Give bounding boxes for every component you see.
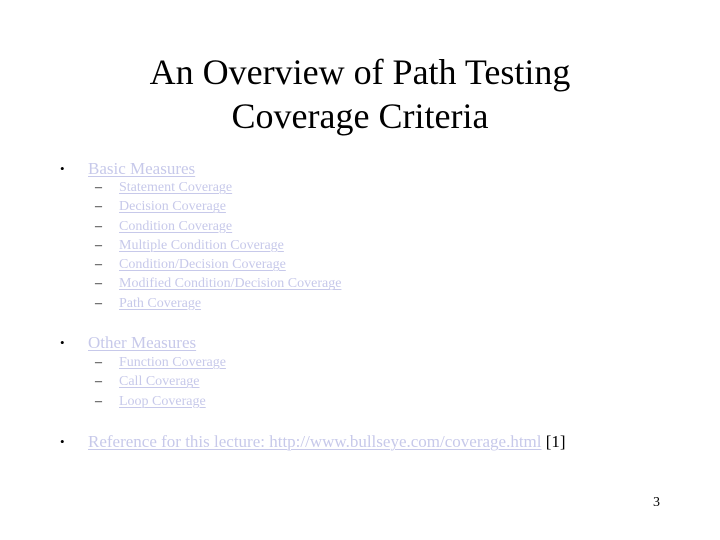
slide-title-line-2: Coverage Criteria bbox=[231, 96, 489, 136]
dash-marker: – bbox=[95, 237, 102, 253]
basic-measures-link[interactable]: Basic Measures bbox=[88, 159, 196, 178]
slide-title bbox=[0, 50, 720, 138]
call-coverage-link[interactable]: Call Coverage bbox=[119, 374, 200, 390]
reference-citation: [1] bbox=[545, 432, 566, 451]
statement-coverage-link[interactable]: Statement Coverage bbox=[119, 180, 233, 195]
dash-marker: – bbox=[95, 393, 102, 409]
condition-coverage-link[interactable]: Condition Coverage bbox=[119, 218, 233, 234]
other-measures-link[interactable]: Other Measures bbox=[88, 333, 197, 352]
dash-marker: – bbox=[95, 276, 102, 292]
reference-link[interactable]: Reference for this lecture: http://www.bullseye.com/coverage.html bbox=[88, 432, 542, 451]
slide-title-line-1: An Overview of Path Testing bbox=[149, 52, 571, 92]
condition-decision-coverage-link[interactable]: Condition/Decision Coverage bbox=[119, 257, 286, 273]
reference-line bbox=[88, 432, 566, 452]
multiple-condition-coverage-link[interactable]: Multiple Condition Coverage bbox=[119, 237, 284, 253]
dash-marker: – bbox=[95, 180, 102, 195]
dash-marker: – bbox=[95, 199, 102, 215]
dash-marker: – bbox=[95, 295, 102, 311]
path-coverage-link[interactable]: Path Coverage bbox=[119, 295, 202, 311]
decision-coverage-link[interactable]: Decision Coverage bbox=[119, 199, 226, 215]
loop-coverage-link[interactable]: Loop Coverage bbox=[119, 393, 206, 409]
bullet-dot: • bbox=[60, 335, 65, 350]
dash-marker: – bbox=[95, 355, 102, 370]
dash-marker: – bbox=[95, 374, 102, 390]
function-coverage-link[interactable]: Function Coverage bbox=[119, 355, 226, 370]
dash-marker: – bbox=[95, 218, 102, 234]
bullet-dot: • bbox=[60, 161, 65, 176]
bullet-dot: • bbox=[60, 434, 65, 449]
dash-marker: – bbox=[95, 257, 102, 273]
page-number: 3 bbox=[653, 495, 660, 510]
modified-condition-decision-coverage-link[interactable]: Modified Condition/Decision Coverage bbox=[119, 276, 342, 292]
